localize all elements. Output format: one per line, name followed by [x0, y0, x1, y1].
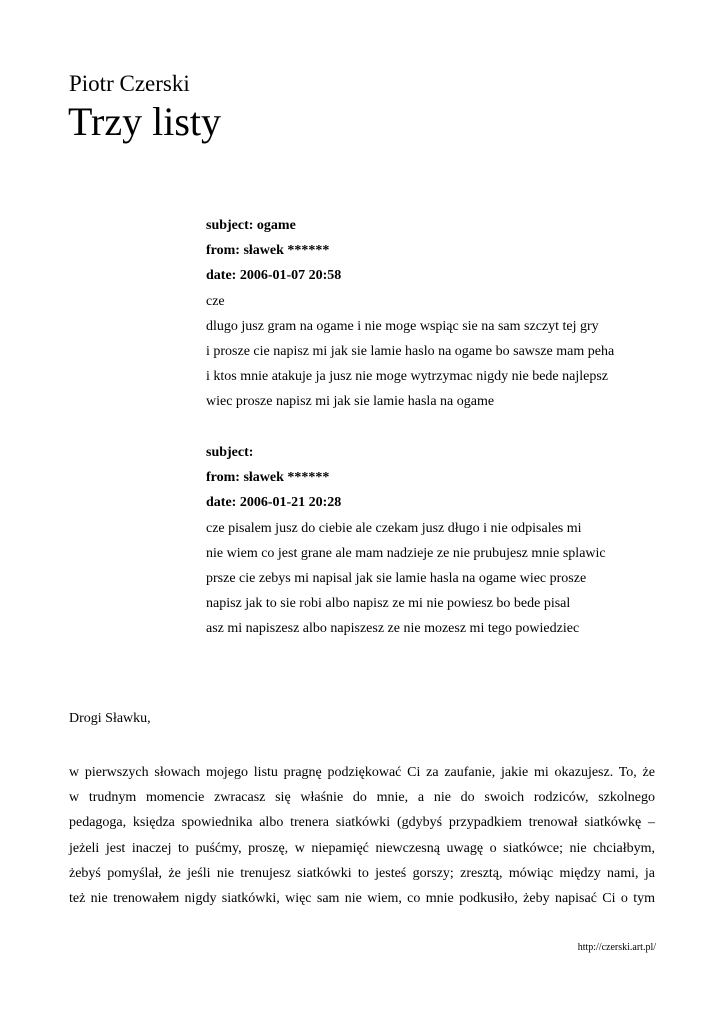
email-body-line: nie wiem co jest grane ale mam nadzieje ze nie prubujesz mnie splawic: [206, 545, 606, 561]
email-date: date: 2006-01-21 20:28: [206, 495, 342, 511]
letter-line: w pierwszych słowach mojego listu pragnę podziękować Ci za zaufanie, jakie mi okazujesz. To, że: [69, 765, 655, 780]
author-name: Piotr Czerski: [69, 71, 190, 96]
email-body-line: asz mi napiszesz albo napiszesz ze nie mozesz mi tego powiedziec: [206, 621, 580, 637]
letter-line: jeżeli jest inaczej to puśćmy, proszę, w niepamięć niewczesną uwagę o siatkówce; nie chciałbym,: [69, 840, 655, 856]
email-body-line: wiec prosze napisz mi jak sie lamie hasla na ogame: [206, 394, 495, 410]
letter-line: też nie trenowałem nigdy siatkówki, więc sam nie wiem, co mnie podkusiło, żeby napisać Ci o tym: [69, 890, 655, 906]
letter-greeting: Drogi Sławku,: [69, 711, 151, 726]
email-subject: subject: ogame: [206, 218, 296, 233]
letter-line: pedagoga, księdza spowiednika albo trenera siatkówki (gdybyś przypadkiem trenował siatkówkę –: [69, 815, 655, 831]
letter-line: żebyś pomyślał, że jeśli nie trenujesz siatkówki to jesteś gorszy; zresztą, mówiąc między nami, ja: [69, 865, 655, 881]
email-body-line: dlugo jusz gram na ogame i nie moge wspiąc sie na sam szczyt tej gry: [206, 318, 599, 334]
email-body-line: cze pisalem jusz do ciebie ale czekam jusz długo i nie odpisales mi: [206, 520, 582, 536]
email-block: [206, 213, 676, 415]
email-date: date: 2006-01-07 20:58: [206, 268, 342, 284]
letter-body: [69, 760, 655, 911]
email-body-line: i prosze cie napisz mi jak sie lamie haslo na ogame bo sawsze mam peha: [206, 343, 615, 359]
footer-url: http://czerski.art.pl/: [577, 942, 656, 953]
email-body-line: napisz jak to sie robi albo napisz ze mi nie powiesz bo bede pisal: [206, 596, 571, 612]
document-title: Trzy listy: [68, 99, 222, 144]
email-from: from: sławek ******: [206, 243, 330, 259]
email-body-line: i ktos mnie atakuje ja jusz nie moge wytrzymac nigdy nie bede najlepsz: [206, 369, 608, 385]
email-body-line: prsze cie zebys mi napisal jak sie lamie hasla na ogame wiec prosze: [206, 570, 587, 586]
email-from: from: sławek ******: [206, 470, 330, 486]
email-block: [206, 440, 676, 642]
letter-line: w trudnym momencie zwracasz się właśnie do mnie, a nie do swoich rodziców, szkolnego: [69, 790, 655, 806]
email-body-line: cze: [206, 293, 225, 309]
email-subject: subject:: [206, 445, 254, 460]
